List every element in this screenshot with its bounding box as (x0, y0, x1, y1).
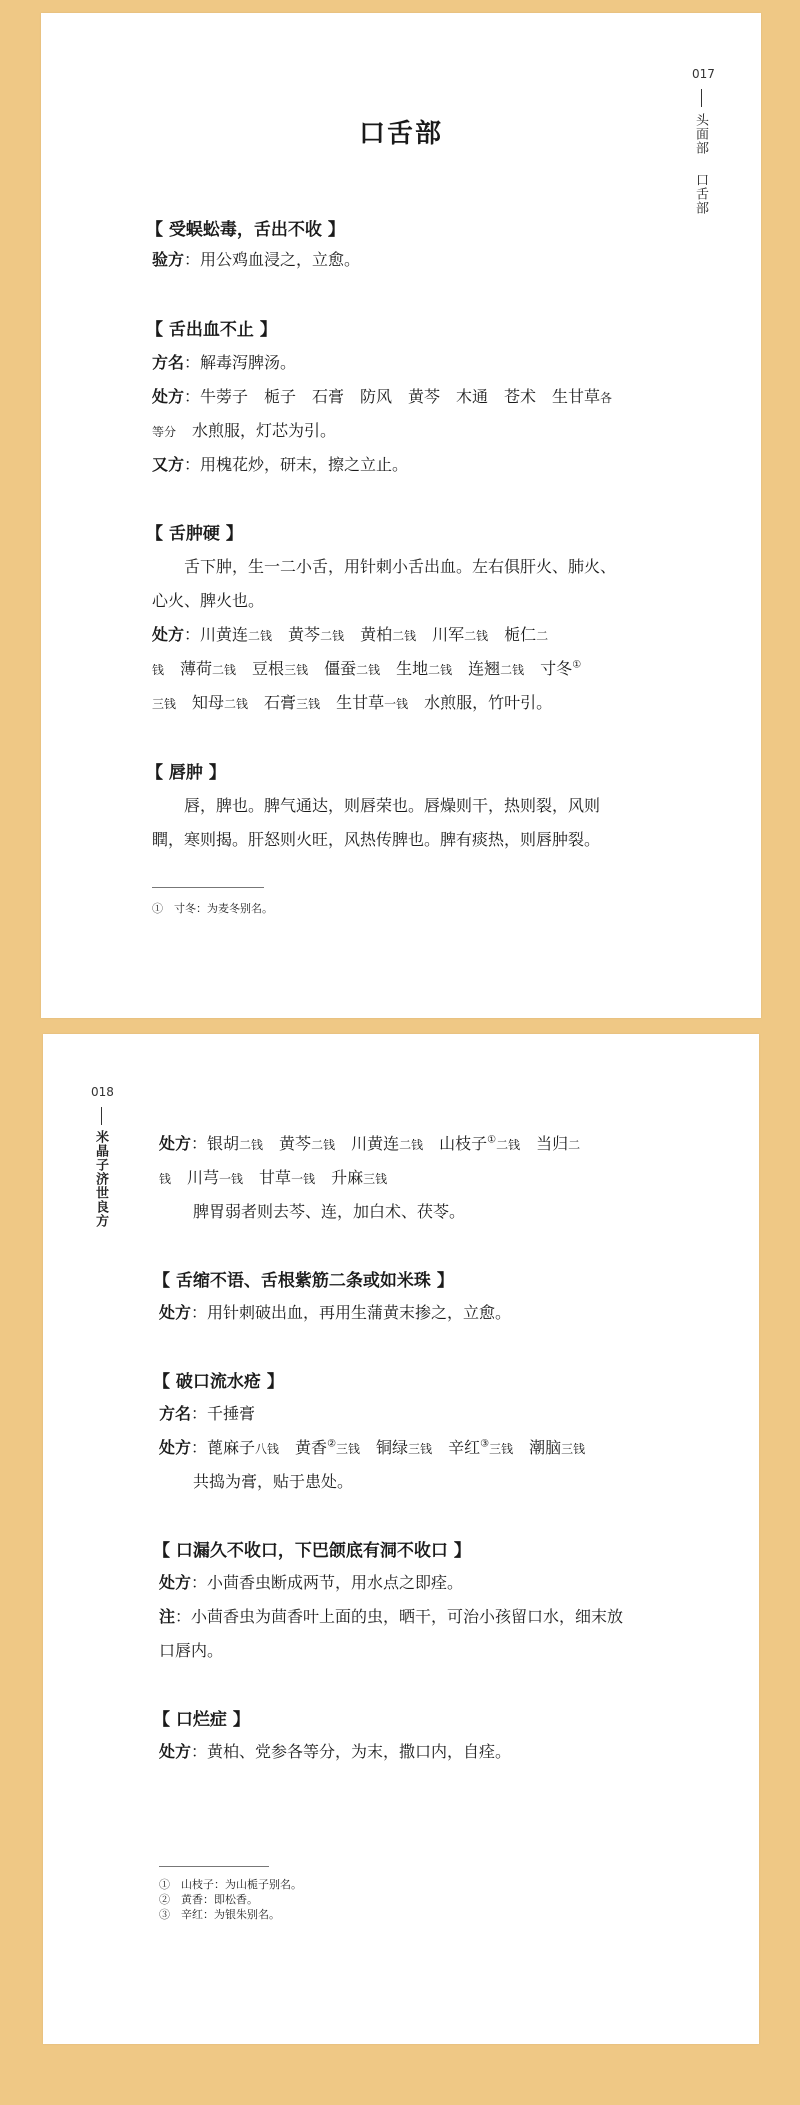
dose: 二钱 (399, 1138, 424, 1152)
side-book-title: 米晶子济世良方 (93, 1130, 108, 1228)
herb: 黄芩 (263, 1134, 312, 1153)
section-title: 【 舌缩不语、舌根紫筋二条或如米珠 】 (153, 1271, 454, 1291)
herb: 黄香 (279, 1438, 328, 1457)
herb: 川芎 (171, 1168, 220, 1187)
footnote-divider (159, 1866, 269, 1867)
section-title: 【 受蜈蚣毒，舌出不收 】 (146, 220, 345, 240)
dose: 三钱 (363, 1172, 388, 1186)
side-divider (701, 89, 702, 107)
footnote-marker: ③ (480, 1438, 490, 1450)
herb: 当归 (520, 1134, 569, 1153)
line-label: 处方 (159, 1303, 192, 1322)
section-title: 【 唇肿 】 (146, 763, 226, 783)
herb: 升麻 (315, 1168, 364, 1187)
line-label: 又方 (152, 455, 185, 474)
prescription-line (152, 690, 552, 713)
line-label: 方名 (152, 353, 185, 372)
line-text: ：千捶膏 (191, 1404, 256, 1423)
prescription-line (159, 1739, 511, 1762)
dose: 一钱 (219, 1172, 244, 1186)
herb: 川黄连 (335, 1134, 400, 1153)
herb: 豆根 (236, 659, 285, 678)
herb: 连翘 (452, 659, 501, 678)
side-subsection-label: 口舌部 (693, 173, 708, 215)
herb: 薄荷 (164, 659, 213, 678)
line-text: 水煎服，灯芯为引。 (176, 421, 337, 440)
line-label: 方名 (159, 1404, 192, 1423)
line-text: ：黄柏、党参各等分，为末，撒口内，自痊。 (191, 1742, 512, 1761)
dose: 三钱 (408, 1442, 433, 1456)
dose: 二钱 (500, 663, 525, 677)
page-017 (41, 13, 761, 1018)
dose: 三钱 (561, 1442, 586, 1456)
prescription-line (152, 247, 360, 270)
dose: 二钱 (212, 663, 237, 677)
line-text: ：小茴香虫断成两节，用水点之即痊。 (191, 1573, 464, 1592)
page-number: 017 (692, 67, 715, 81)
line-text: 水煎服，竹叶引。 (408, 693, 553, 712)
line-label: 处方 (152, 625, 185, 644)
dose: 二钱 (248, 629, 273, 643)
footnote-marker: ② (327, 1438, 337, 1450)
herb: ：蓖麻子 (191, 1438, 256, 1457)
dose: 钱 (152, 663, 165, 677)
paragraph-line: 共捣为膏，贴于患处。 (193, 1472, 354, 1491)
dose: 一钱 (384, 697, 409, 711)
dose: 三钱 (152, 697, 177, 711)
section-title: 【 破口流水疮 】 (153, 1372, 284, 1392)
herb: 山枝子 (423, 1134, 488, 1153)
prescription-line (152, 656, 581, 679)
dose: 二钱 (392, 629, 417, 643)
herb: 川军 (416, 625, 465, 644)
herb: 甘草 (243, 1168, 292, 1187)
herb: 知母 (176, 693, 225, 712)
prescription-line (159, 1300, 511, 1323)
line-label: 处方 (159, 1573, 192, 1592)
page-018 (43, 1034, 759, 2044)
herb: 黄芩 (272, 625, 321, 644)
herb: 寸冬 (524, 659, 573, 678)
dose: 三钱 (336, 1442, 361, 1456)
prescription-line (159, 1131, 580, 1154)
dose: 二 (568, 1138, 581, 1152)
line-text: ：用槐花炒，研末，擦之立止。 (184, 455, 409, 474)
dose: 三钱 (489, 1442, 514, 1456)
page-number: 018 (91, 1085, 114, 1099)
chapter-title: 口舌部 (359, 119, 444, 149)
paragraph-line: 舌下肿，生一二小舌，用针刺小舌出血。左右俱肝火、肺火、 (184, 557, 617, 576)
footnote: ② 黄香：即松香。 (159, 1893, 258, 1906)
herb: 僵蚕 (308, 659, 357, 678)
dose: 二钱 (311, 1138, 336, 1152)
herb: 铜绿 (360, 1438, 409, 1457)
prescription-line (159, 1401, 255, 1424)
section-title: 【 口烂症 】 (153, 1710, 250, 1730)
dose-note: 等分 (152, 425, 177, 439)
herb: ：银胡 (191, 1134, 240, 1153)
prescription-line (152, 452, 408, 475)
dose: 八钱 (255, 1442, 280, 1456)
herb: 生甘草 (320, 693, 385, 712)
footnote-marker: ① (572, 659, 582, 671)
prescription-line (159, 1165, 387, 1188)
prescription-line (159, 1570, 463, 1593)
section-title: 【 口漏久不收口，下巴颌底有洞不收口 】 (153, 1541, 471, 1561)
line-label: 处方 (159, 1134, 192, 1153)
dose: 二钱 (320, 629, 345, 643)
footnote: ③ 辛红：为银朱别名。 (159, 1908, 280, 1921)
paragraph-line: 唇，脾也。脾气通达，则唇荣也。唇燥则干，热则裂，风则 (184, 796, 601, 815)
footnote: ① 山枝子：为山栀子别名。 (159, 1878, 302, 1891)
line-label: 处方 (159, 1742, 192, 1761)
section-title: 【 舌出血不止 】 (146, 320, 277, 340)
footnote: ① 寸冬：为麦冬别名。 (152, 902, 273, 915)
herb: 栀仁 (488, 625, 537, 644)
prescription-line (159, 1435, 585, 1458)
prescription-line (152, 418, 336, 441)
line-label: 注 (159, 1607, 176, 1626)
paragraph-line: 脾胃弱者则去芩、连，加白术、茯苓。 (193, 1202, 466, 1221)
prescription-line (152, 350, 296, 373)
dose: 二钱 (239, 1138, 264, 1152)
line-label: 处方 (159, 1438, 192, 1457)
line-text: ：小茴香虫为茴香叶上面的虫，晒干，可治小孩留口水，细末放 (175, 1607, 624, 1626)
section-title: 【 舌肿硬 】 (146, 524, 243, 544)
herb: 生地 (380, 659, 429, 678)
dose: 钱 (159, 1172, 172, 1186)
herb: 辛红 (432, 1438, 481, 1457)
dose: 二钱 (356, 663, 381, 677)
note-line: 口唇内。 (159, 1641, 224, 1660)
prescription-line (152, 622, 548, 645)
footnote-marker: ① (487, 1134, 497, 1146)
herb: 黄柏 (344, 625, 393, 644)
line-text: ：用公鸡血浸之，立愈。 (184, 250, 361, 269)
dose: 一钱 (291, 1172, 316, 1186)
dose: 二钱 (428, 663, 453, 677)
dose: 二 (536, 629, 549, 643)
line-label: 处方 (152, 387, 185, 406)
dose: 二钱 (224, 697, 249, 711)
dose-note: 各 (600, 391, 613, 405)
herb: ：川黄连 (184, 625, 249, 644)
herb: 潮脑 (513, 1438, 562, 1457)
line-label: 验方 (152, 250, 185, 269)
side-divider (101, 1107, 102, 1125)
paragraph-line: 心火、脾火也。 (152, 591, 265, 610)
note-line (159, 1604, 623, 1627)
prescription-line (152, 384, 612, 407)
dose: 二钱 (496, 1138, 521, 1152)
paragraph-line: 瞤，寒则揭。肝怒则火旺，风热传脾也。脾有痰热，则唇肿裂。 (152, 830, 601, 849)
line-text: ：牛蒡子 栀子 石膏 防风 黄芩 木通 苍术 生甘草 (184, 387, 601, 406)
footnote-divider (152, 887, 264, 888)
line-text: ：解毒泻脾汤。 (184, 353, 297, 372)
line-text: ：用针刺破出血，再用生蒲黄末掺之，立愈。 (191, 1303, 512, 1322)
dose: 三钱 (284, 663, 309, 677)
dose: 三钱 (296, 697, 321, 711)
dose: 二钱 (464, 629, 489, 643)
herb: 石膏 (248, 693, 297, 712)
side-section-label: 头面部 (693, 113, 708, 155)
